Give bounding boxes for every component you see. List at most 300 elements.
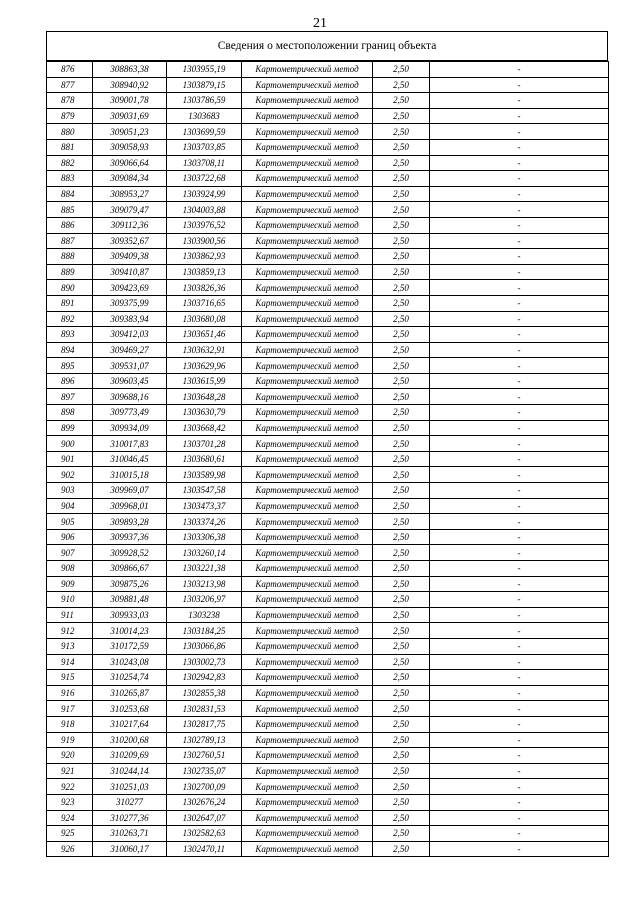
x-coordinate-cell: 310277,36 [93, 810, 167, 826]
accuracy-cell: 2,50 [373, 264, 430, 280]
description-cell: - [430, 420, 609, 436]
description-cell: - [430, 108, 609, 124]
accuracy-cell: 2,50 [373, 701, 430, 717]
table-row [47, 732, 609, 748]
description-cell: - [430, 264, 609, 280]
method-cell: Картометрический метод [242, 139, 373, 155]
method-cell: Картометрический метод [242, 607, 373, 623]
point-number-cell: 920 [47, 748, 93, 764]
x-coordinate-cell: 309001,78 [93, 93, 167, 109]
x-coordinate-cell: 310209,69 [93, 748, 167, 764]
x-coordinate-cell: 309934,09 [93, 420, 167, 436]
point-number-cell: 877 [47, 77, 93, 93]
accuracy-cell: 2,50 [373, 763, 430, 779]
accuracy-cell: 2,50 [373, 62, 430, 78]
accuracy-cell: 2,50 [373, 592, 430, 608]
method-cell: Картометрический метод [242, 186, 373, 202]
x-coordinate-cell: 309933,03 [93, 607, 167, 623]
x-coordinate-cell: 308953,27 [93, 186, 167, 202]
description-cell: - [430, 467, 609, 483]
description-cell: - [430, 748, 609, 764]
y-coordinate-cell: 1303630,79 [167, 405, 242, 421]
table-row [47, 779, 609, 795]
accuracy-cell: 2,50 [373, 171, 430, 187]
method-cell: Картометрический метод [242, 716, 373, 732]
point-number-cell: 909 [47, 576, 93, 592]
point-number-cell: 887 [47, 233, 93, 249]
method-cell: Картометрический метод [242, 171, 373, 187]
point-number-cell: 880 [47, 124, 93, 140]
description-cell: - [430, 62, 609, 78]
table-row [47, 389, 609, 405]
accuracy-cell: 2,50 [373, 77, 430, 93]
table-row [47, 436, 609, 452]
y-coordinate-cell: 1303680,61 [167, 451, 242, 467]
y-coordinate-cell: 1303306,38 [167, 529, 242, 545]
accuracy-cell: 2,50 [373, 529, 430, 545]
description-cell: - [430, 389, 609, 405]
x-coordinate-cell: 309531,07 [93, 358, 167, 374]
table-row [47, 311, 609, 327]
table-row [47, 483, 609, 499]
method-cell: Картометрический метод [242, 514, 373, 530]
y-coordinate-cell: 1303680,08 [167, 311, 242, 327]
x-coordinate-cell: 310244,14 [93, 763, 167, 779]
table-row [47, 826, 609, 842]
y-coordinate-cell: 1303722,68 [167, 171, 242, 187]
table-row [47, 171, 609, 187]
page-number: 21 [313, 16, 327, 31]
description-cell: - [430, 685, 609, 701]
description-cell: - [430, 93, 609, 109]
point-number-cell: 903 [47, 483, 93, 499]
y-coordinate-cell: 1303924,99 [167, 186, 242, 202]
accuracy-cell: 2,50 [373, 779, 430, 795]
point-number-cell: 897 [47, 389, 93, 405]
method-cell: Картометрический метод [242, 77, 373, 93]
method-cell: Картометрический метод [242, 155, 373, 171]
point-number-cell: 916 [47, 685, 93, 701]
y-coordinate-cell: 1303184,25 [167, 623, 242, 639]
method-cell: Картометрический метод [242, 451, 373, 467]
y-coordinate-cell: 1302735,07 [167, 763, 242, 779]
method-cell: Картометрический метод [242, 202, 373, 218]
y-coordinate-cell: 1302470,11 [167, 841, 242, 857]
x-coordinate-cell: 309469,27 [93, 342, 167, 358]
accuracy-cell: 2,50 [373, 514, 430, 530]
table-row [47, 810, 609, 826]
description-cell: - [430, 654, 609, 670]
accuracy-cell: 2,50 [373, 451, 430, 467]
y-coordinate-cell: 1303589,98 [167, 467, 242, 483]
point-number-cell: 925 [47, 826, 93, 842]
point-number-cell: 924 [47, 810, 93, 826]
point-number-cell: 891 [47, 295, 93, 311]
accuracy-cell: 2,50 [373, 405, 430, 421]
method-cell: Картометрический метод [242, 561, 373, 577]
description-cell: - [430, 405, 609, 421]
y-coordinate-cell: 1302760,51 [167, 748, 242, 764]
table-row [47, 233, 609, 249]
accuracy-cell: 2,50 [373, 295, 430, 311]
accuracy-cell: 2,50 [373, 545, 430, 561]
description-cell: - [430, 826, 609, 842]
description-cell: - [430, 779, 609, 795]
point-number-cell: 895 [47, 358, 93, 374]
coordinates-table-body [47, 62, 609, 857]
table-row [47, 280, 609, 296]
point-number-cell: 905 [47, 514, 93, 530]
method-cell: Картометрический метод [242, 373, 373, 389]
y-coordinate-cell: 1303547,58 [167, 483, 242, 499]
method-cell: Картометрический метод [242, 342, 373, 358]
y-coordinate-cell: 1303786,59 [167, 93, 242, 109]
x-coordinate-cell: 309412,03 [93, 327, 167, 343]
description-cell: - [430, 498, 609, 514]
description-cell: - [430, 249, 609, 265]
table-row [47, 716, 609, 732]
point-number-cell: 894 [47, 342, 93, 358]
x-coordinate-cell: 309031,69 [93, 108, 167, 124]
point-number-cell: 914 [47, 654, 93, 670]
accuracy-cell: 2,50 [373, 607, 430, 623]
method-cell: Картометрический метод [242, 358, 373, 374]
point-number-cell: 921 [47, 763, 93, 779]
y-coordinate-cell: 1303716,65 [167, 295, 242, 311]
accuracy-cell: 2,50 [373, 420, 430, 436]
accuracy-cell: 2,50 [373, 716, 430, 732]
x-coordinate-cell: 310265,87 [93, 685, 167, 701]
method-cell: Картометрический метод [242, 732, 373, 748]
description-cell: - [430, 295, 609, 311]
accuracy-cell: 2,50 [373, 373, 430, 389]
table-row [47, 358, 609, 374]
description-cell: - [430, 576, 609, 592]
method-cell: Картометрический метод [242, 685, 373, 701]
point-number-cell: 884 [47, 186, 93, 202]
x-coordinate-cell: 309937,36 [93, 529, 167, 545]
accuracy-cell: 2,50 [373, 436, 430, 452]
method-cell: Картометрический метод [242, 264, 373, 280]
point-number-cell: 892 [47, 311, 93, 327]
point-number-cell: 904 [47, 498, 93, 514]
x-coordinate-cell: 310172,59 [93, 638, 167, 654]
method-cell: Картометрический метод [242, 217, 373, 233]
y-coordinate-cell: 1303473,37 [167, 498, 242, 514]
accuracy-cell: 2,50 [373, 623, 430, 639]
method-cell: Картометрический метод [242, 498, 373, 514]
description-cell: - [430, 561, 609, 577]
point-number-cell: 896 [47, 373, 93, 389]
description-cell: - [430, 358, 609, 374]
y-coordinate-cell: 1303826,36 [167, 280, 242, 296]
table-row [47, 108, 609, 124]
point-number-cell: 902 [47, 467, 93, 483]
point-number-cell: 885 [47, 202, 93, 218]
point-number-cell: 923 [47, 794, 93, 810]
table-row [47, 373, 609, 389]
description-cell: - [430, 280, 609, 296]
x-coordinate-cell: 309352,67 [93, 233, 167, 249]
y-coordinate-cell: 1303699,59 [167, 124, 242, 140]
accuracy-cell: 2,50 [373, 638, 430, 654]
point-number-cell: 899 [47, 420, 93, 436]
method-cell: Картометрический метод [242, 841, 373, 857]
accuracy-cell: 2,50 [373, 280, 430, 296]
accuracy-cell: 2,50 [373, 342, 430, 358]
x-coordinate-cell: 309409,38 [93, 249, 167, 265]
description-cell: - [430, 139, 609, 155]
x-coordinate-cell: 310277 [93, 794, 167, 810]
accuracy-cell: 2,50 [373, 249, 430, 265]
point-number-cell: 898 [47, 405, 93, 421]
description-cell: - [430, 373, 609, 389]
table-row [47, 467, 609, 483]
accuracy-cell: 2,50 [373, 732, 430, 748]
point-number-cell: 883 [47, 171, 93, 187]
point-number-cell: 918 [47, 716, 93, 732]
point-number-cell: 910 [47, 592, 93, 608]
method-cell: Картометрический метод [242, 701, 373, 717]
point-number-cell: 889 [47, 264, 93, 280]
point-number-cell: 926 [47, 841, 93, 857]
table-row [47, 561, 609, 577]
point-number-cell: 922 [47, 779, 93, 795]
table-row [47, 93, 609, 109]
accuracy-cell: 2,50 [373, 498, 430, 514]
point-number-cell: 879 [47, 108, 93, 124]
method-cell: Картометрический метод [242, 654, 373, 670]
description-cell: - [430, 638, 609, 654]
point-number-cell: 908 [47, 561, 93, 577]
y-coordinate-cell: 1303260,14 [167, 545, 242, 561]
table-row [47, 498, 609, 514]
y-coordinate-cell: 1303221,38 [167, 561, 242, 577]
table-row [47, 217, 609, 233]
accuracy-cell: 2,50 [373, 748, 430, 764]
accuracy-cell: 2,50 [373, 794, 430, 810]
description-cell: - [430, 794, 609, 810]
method-cell: Картометрический метод [242, 623, 373, 639]
point-number-cell: 913 [47, 638, 93, 654]
y-coordinate-cell: 1302647,07 [167, 810, 242, 826]
table-row [47, 529, 609, 545]
method-cell: Картометрический метод [242, 436, 373, 452]
table-row [47, 592, 609, 608]
table-row [47, 124, 609, 140]
description-cell: - [430, 670, 609, 686]
point-number-cell: 912 [47, 623, 93, 639]
point-number-cell: 907 [47, 545, 93, 561]
table-row [47, 670, 609, 686]
y-coordinate-cell: 1303701,28 [167, 436, 242, 452]
method-cell: Картометрический метод [242, 420, 373, 436]
description-cell: - [430, 436, 609, 452]
x-coordinate-cell: 310243,08 [93, 654, 167, 670]
accuracy-cell: 2,50 [373, 124, 430, 140]
y-coordinate-cell: 1303708,11 [167, 155, 242, 171]
y-coordinate-cell: 1302676,24 [167, 794, 242, 810]
x-coordinate-cell: 310060,17 [93, 841, 167, 857]
y-coordinate-cell: 1303374,26 [167, 514, 242, 530]
accuracy-cell: 2,50 [373, 186, 430, 202]
table-row [47, 654, 609, 670]
y-coordinate-cell: 1303615,99 [167, 373, 242, 389]
x-coordinate-cell: 310200,68 [93, 732, 167, 748]
y-coordinate-cell: 1302831,53 [167, 701, 242, 717]
description-cell: - [430, 311, 609, 327]
x-coordinate-cell: 309928,52 [93, 545, 167, 561]
x-coordinate-cell: 309969,07 [93, 483, 167, 499]
y-coordinate-cell: 1303668,42 [167, 420, 242, 436]
x-coordinate-cell: 309058,93 [93, 139, 167, 155]
point-number-cell: 900 [47, 436, 93, 452]
method-cell: Картометрический метод [242, 327, 373, 343]
y-coordinate-cell: 1303683 [167, 108, 242, 124]
table-row [47, 576, 609, 592]
boundary-coordinates-sheet [46, 31, 608, 857]
description-cell: - [430, 451, 609, 467]
point-number-cell: 917 [47, 701, 93, 717]
x-coordinate-cell: 310014,23 [93, 623, 167, 639]
method-cell: Картометрический метод [242, 108, 373, 124]
description-cell: - [430, 124, 609, 140]
table-row [47, 685, 609, 701]
table-row [47, 264, 609, 280]
point-number-cell: 915 [47, 670, 93, 686]
x-coordinate-cell: 308940,92 [93, 77, 167, 93]
y-coordinate-cell: 1302789,13 [167, 732, 242, 748]
table-row [47, 794, 609, 810]
description-cell: - [430, 623, 609, 639]
x-coordinate-cell: 308863,38 [93, 62, 167, 78]
accuracy-cell: 2,50 [373, 311, 430, 327]
method-cell: Картометрический метод [242, 295, 373, 311]
method-cell: Картометрический метод [242, 592, 373, 608]
accuracy-cell: 2,50 [373, 233, 430, 249]
method-cell: Картометрический метод [242, 233, 373, 249]
method-cell: Картометрический метод [242, 249, 373, 265]
method-cell: Картометрический метод [242, 389, 373, 405]
point-number-cell: 886 [47, 217, 93, 233]
description-cell: - [430, 529, 609, 545]
table-row [47, 342, 609, 358]
point-number-cell: 911 [47, 607, 93, 623]
accuracy-cell: 2,50 [373, 841, 430, 857]
table-row [47, 77, 609, 93]
y-coordinate-cell: 1303976,52 [167, 217, 242, 233]
y-coordinate-cell: 1302942,83 [167, 670, 242, 686]
method-cell: Картометрический метод [242, 763, 373, 779]
y-coordinate-cell: 1303862,93 [167, 249, 242, 265]
method-cell: Картометрический метод [242, 311, 373, 327]
table-row [47, 139, 609, 155]
point-number-cell: 919 [47, 732, 93, 748]
table-row [47, 420, 609, 436]
description-cell: - [430, 592, 609, 608]
accuracy-cell: 2,50 [373, 810, 430, 826]
description-cell: - [430, 607, 609, 623]
x-coordinate-cell: 310263,71 [93, 826, 167, 842]
method-cell: Картометрический метод [242, 483, 373, 499]
description-cell: - [430, 701, 609, 717]
table-row [47, 701, 609, 717]
point-number-cell: 878 [47, 93, 93, 109]
x-coordinate-cell: 309773,49 [93, 405, 167, 421]
x-coordinate-cell: 309066,64 [93, 155, 167, 171]
coordinates-table [46, 61, 609, 857]
y-coordinate-cell: 1303900,56 [167, 233, 242, 249]
method-cell: Картометрический метод [242, 405, 373, 421]
table-row [47, 327, 609, 343]
method-cell: Картометрический метод [242, 467, 373, 483]
accuracy-cell: 2,50 [373, 108, 430, 124]
method-cell: Картометрический метод [242, 638, 373, 654]
table-row [47, 186, 609, 202]
y-coordinate-cell: 1303238 [167, 607, 242, 623]
point-number-cell: 901 [47, 451, 93, 467]
method-cell: Картометрический метод [242, 779, 373, 795]
description-cell: - [430, 716, 609, 732]
point-number-cell: 876 [47, 62, 93, 78]
table-row [47, 638, 609, 654]
accuracy-cell: 2,50 [373, 139, 430, 155]
y-coordinate-cell: 1303002,73 [167, 654, 242, 670]
y-coordinate-cell: 1303879,15 [167, 77, 242, 93]
method-cell: Картометрический метод [242, 529, 373, 545]
method-cell: Картометрический метод [242, 826, 373, 842]
method-cell: Картометрический метод [242, 576, 373, 592]
accuracy-cell: 2,50 [373, 93, 430, 109]
x-coordinate-cell: 310254,74 [93, 670, 167, 686]
y-coordinate-cell: 1304003,88 [167, 202, 242, 218]
table-row [47, 202, 609, 218]
method-cell: Картометрический метод [242, 93, 373, 109]
table-row [47, 607, 609, 623]
accuracy-cell: 2,50 [373, 561, 430, 577]
x-coordinate-cell: 309688,16 [93, 389, 167, 405]
method-cell: Картометрический метод [242, 810, 373, 826]
description-cell: - [430, 841, 609, 857]
method-cell: Картометрический метод [242, 545, 373, 561]
table-row [47, 155, 609, 171]
description-cell: - [430, 171, 609, 187]
method-cell: Картометрический метод [242, 794, 373, 810]
y-coordinate-cell: 1303859,13 [167, 264, 242, 280]
table-row [47, 748, 609, 764]
y-coordinate-cell: 1303066,86 [167, 638, 242, 654]
x-coordinate-cell: 309968,01 [93, 498, 167, 514]
section-title: Сведения о местоположении границ объекта [46, 31, 608, 61]
x-coordinate-cell: 310253,68 [93, 701, 167, 717]
x-coordinate-cell: 310015,18 [93, 467, 167, 483]
y-coordinate-cell: 1303703,85 [167, 139, 242, 155]
x-coordinate-cell: 309383,94 [93, 311, 167, 327]
x-coordinate-cell: 310017,83 [93, 436, 167, 452]
accuracy-cell: 2,50 [373, 670, 430, 686]
table-row [47, 623, 609, 639]
table-row [47, 841, 609, 857]
description-cell: - [430, 327, 609, 343]
description-cell: - [430, 514, 609, 530]
x-coordinate-cell: 309881,48 [93, 592, 167, 608]
table-row [47, 451, 609, 467]
description-cell: - [430, 732, 609, 748]
x-coordinate-cell: 309866,67 [93, 561, 167, 577]
y-coordinate-cell: 1303206,97 [167, 592, 242, 608]
point-number-cell: 890 [47, 280, 93, 296]
x-coordinate-cell: 309423,69 [93, 280, 167, 296]
